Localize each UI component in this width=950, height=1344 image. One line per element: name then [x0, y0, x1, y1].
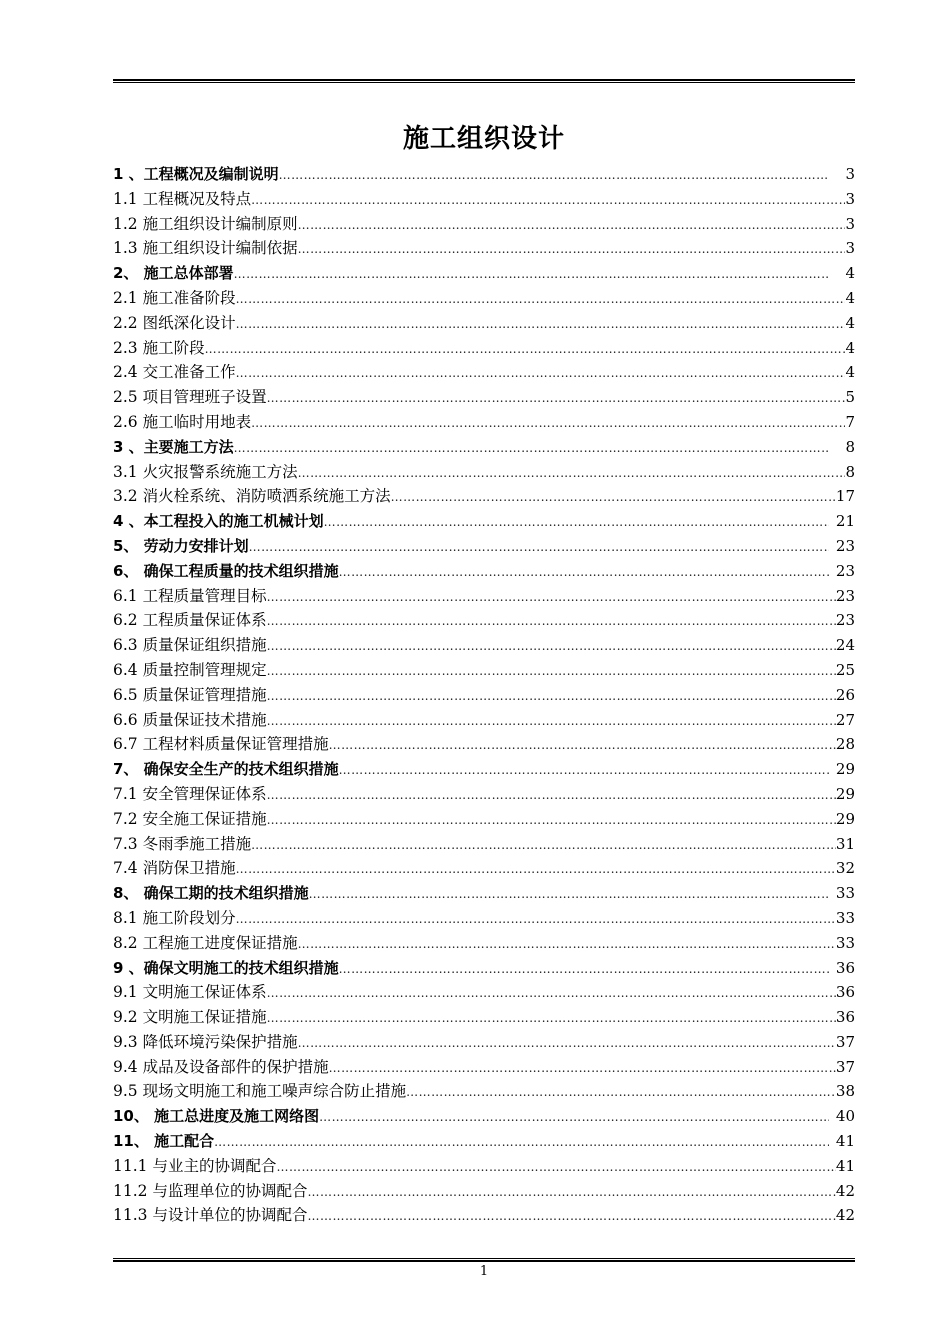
toc-entry[interactable]: [113, 856, 855, 881]
toc-dot-leader: [298, 213, 846, 238]
toc-dot-leader: [339, 560, 829, 585]
toc-entry[interactable]: [113, 1104, 855, 1129]
toc-entry-label: 6.6 质量保证技术措施: [113, 710, 267, 729]
toc-entry[interactable]: [113, 261, 855, 286]
toc-dot-leader: [267, 386, 846, 411]
toc-dot-leader: [234, 262, 829, 287]
toc-entry-label: 9.2 文明施工保证措施: [113, 1008, 267, 1027]
toc-entry-label: 11、 施工配合: [113, 1132, 215, 1151]
toc-entry-page: 33: [835, 933, 855, 952]
toc-dot-leader: [298, 461, 846, 486]
toc-entry-page: 31: [835, 834, 855, 853]
toc-entry[interactable]: [113, 1079, 855, 1104]
toc-entry-label: 2.6 施工临时用地表: [113, 412, 252, 431]
toc-dot-leader: [251, 188, 845, 213]
toc-dot-leader: [267, 684, 836, 709]
toc-entry[interactable]: [113, 460, 855, 485]
toc-entry-page: 8: [845, 462, 855, 481]
toc-entry-label: 1 、工程概况及编制说明: [113, 165, 279, 183]
toc-dot-leader: [267, 609, 836, 634]
toc-dot-leader: [251, 833, 836, 858]
header-rule: [113, 79, 855, 83]
toc-dot-leader: [329, 733, 836, 758]
toc-dot-leader: [249, 535, 829, 560]
toc-entry[interactable]: [113, 683, 855, 708]
toc-dot-leader: [329, 1056, 836, 1081]
toc-entry-label: 2.4 交工准备工作: [113, 363, 236, 382]
toc-entry[interactable]: [113, 1154, 855, 1179]
toc-entry-page: 23: [835, 586, 855, 605]
toc-entry[interactable]: [113, 1203, 855, 1228]
toc-entry[interactable]: [113, 385, 855, 410]
toc-entry[interactable]: [113, 584, 855, 609]
toc-entry[interactable]: [113, 360, 855, 385]
toc-entry-page: 23: [835, 536, 855, 555]
toc-dot-leader: [298, 1031, 836, 1056]
toc-entry-label: 10、 施工总进度及施工网络图: [113, 1107, 320, 1126]
toc-entry[interactable]: [113, 832, 855, 857]
toc-entry-label: 11.2 与监理单位的协调配合: [113, 1181, 308, 1200]
toc-entry-page: 25: [835, 660, 855, 679]
toc-entry-label: 11.1 与业主的协调配合: [113, 1156, 277, 1175]
toc-entry-label: 7.2 安全施工保证措施: [113, 809, 267, 828]
toc-entry[interactable]: [113, 410, 855, 435]
toc-entry-page: 8: [845, 437, 855, 456]
toc-entry[interactable]: [113, 782, 855, 807]
toc-dot-leader: [267, 783, 836, 808]
toc-entry-label: 9.5 现场文明施工和施工噪声综合防止措施: [113, 1082, 407, 1101]
toc-entry-label: 7、 确保安全生产的技术组织措施: [113, 760, 339, 779]
toc-entry-page: 29: [835, 760, 855, 779]
toc-entry-page: 33: [835, 884, 855, 903]
toc-entry[interactable]: [113, 906, 855, 931]
toc-dot-leader: [234, 436, 829, 461]
toc-entry[interactable]: [113, 633, 855, 658]
toc-entry-page: 4: [845, 313, 855, 332]
toc-entry-page: 37: [835, 1057, 855, 1076]
toc-entry-label: 2、 施工总体部署: [113, 264, 234, 283]
toc-dot-leader: [214, 1130, 829, 1155]
toc-dot-leader: [251, 411, 845, 436]
toc-dot-leader: [236, 287, 846, 312]
toc-dot-leader: [307, 1204, 835, 1229]
toc-dot-leader: [298, 237, 846, 262]
toc-entry[interactable]: [113, 1005, 855, 1030]
toc-dot-leader: [391, 485, 836, 510]
document-title: 施工组织设计: [402, 124, 565, 154]
toc-entry-page: 17: [835, 487, 855, 506]
toc-entry-label: 1.3 施工组织设计编制依据: [113, 239, 298, 258]
toc-entry[interactable]: [113, 757, 855, 782]
toc-entry-page: 41: [835, 1132, 855, 1151]
page-number: 1: [479, 1264, 489, 1279]
toc-entry-label: 5、 劳动力安排计划: [113, 536, 249, 555]
toc-entry[interactable]: [113, 559, 855, 584]
toc-entry[interactable]: [113, 187, 855, 212]
toc-entry[interactable]: [113, 509, 855, 534]
toc-entry-label: 7.1 安全管理保证体系: [113, 784, 267, 803]
toc-entry-label: 4 、本工程投入的施工机械计划: [113, 512, 324, 531]
toc-entry-label: 1.2 施工组织设计编制原则: [113, 214, 298, 233]
toc-entry-page: 3: [845, 189, 855, 208]
toc-entry-page: 4: [845, 363, 855, 382]
toc-entry-page: 28: [835, 735, 855, 754]
toc-entry-page: 42: [835, 1206, 855, 1225]
toc-entry-page: 32: [835, 859, 855, 878]
toc-entry-page: 36: [835, 983, 855, 1002]
toc-entry-page: 27: [835, 710, 855, 729]
toc-dot-leader: [267, 808, 836, 833]
toc-dot-leader: [236, 361, 846, 386]
toc-entry[interactable]: [113, 732, 855, 757]
toc-entry-page: 38: [835, 1082, 855, 1101]
table-of-contents: [113, 162, 855, 1228]
toc-entry-label: 2.2 图纸深化设计: [113, 313, 236, 332]
toc-dot-leader: [307, 1180, 835, 1205]
toc-dot-leader: [267, 709, 836, 734]
toc-entry-label: 6.1 工程质量管理目标: [113, 586, 267, 605]
toc-entry-label: 3.1 火灾报警系统施工方法: [113, 462, 298, 481]
toc-entry[interactable]: [113, 658, 855, 683]
toc-entry-label: 9.1 文明施工保证体系: [113, 983, 267, 1002]
toc-entry-label: 2.5 项目管理班子设置: [113, 388, 267, 407]
toc-entry[interactable]: [113, 212, 855, 237]
toc-dot-leader: [324, 510, 829, 535]
toc-dot-leader: [406, 1080, 836, 1105]
toc-entry-page: 33: [835, 908, 855, 927]
toc-entry-page: 3: [845, 214, 855, 233]
toc-entry[interactable]: [113, 1129, 855, 1154]
toc-dot-leader: [298, 932, 836, 957]
toc-entry-page: 23: [835, 561, 855, 580]
footer-rule: [113, 1258, 855, 1262]
toc-dot-leader: [267, 981, 836, 1006]
toc-entry[interactable]: [113, 708, 855, 733]
toc-dot-leader: [279, 163, 829, 188]
toc-entry-label: 6.5 质量保证管理措施: [113, 685, 267, 704]
toc-entry-page: 26: [835, 685, 855, 704]
toc-entry-label: 6.4 质量控制管理规定: [113, 660, 267, 679]
toc-entry-label: 3 、主要施工方法: [113, 437, 234, 456]
toc-entry-label: 6.7 工程材料质量保证管理措施: [113, 735, 329, 754]
toc-dot-leader: [236, 312, 846, 337]
toc-entry[interactable]: [113, 162, 855, 187]
toc-dot-leader: [267, 634, 836, 659]
toc-entry-page: 7: [845, 412, 855, 431]
toc-entry-label: 7.4 消防保卫措施: [113, 859, 236, 878]
toc-entry-page: 29: [835, 784, 855, 803]
toc-dot-leader: [267, 659, 836, 684]
toc-entry-page: 4: [845, 338, 855, 357]
toc-entry[interactable]: [113, 1055, 855, 1080]
toc-dot-leader: [267, 585, 836, 610]
toc-entry-page: 29: [835, 809, 855, 828]
toc-entry-label: 8、 确保工期的技术组织措施: [113, 884, 309, 903]
toc-entry-page: 23: [835, 611, 855, 630]
toc-entry[interactable]: [113, 881, 855, 906]
toc-entry-label: 8.1 施工阶段划分: [113, 908, 236, 927]
toc-dot-leader: [236, 857, 836, 882]
toc-entry-page: 21: [835, 512, 855, 531]
toc-entry-label: 9.4 成品及设备部件的保护措施: [113, 1057, 329, 1076]
toc-entry-page: 4: [845, 264, 855, 283]
toc-entry-page: 37: [835, 1032, 855, 1051]
toc-entry-page: 42: [835, 1181, 855, 1200]
toc-dot-leader: [236, 907, 836, 932]
toc-entry-label: 3.2 消火栓系统、消防喷洒系统施工方法: [113, 487, 391, 506]
toc-entry[interactable]: [113, 931, 855, 956]
toc-dot-leader: [319, 1105, 829, 1130]
toc-entry-label: 6、 确保工程质量的技术组织措施: [113, 561, 339, 580]
toc-dot-leader: [205, 337, 846, 362]
toc-entry-label: 6.3 质量保证组织措施: [113, 636, 267, 655]
toc-entry-page: 40: [835, 1107, 855, 1126]
toc-entry-label: 9 、确保文明施工的技术组织措施: [113, 958, 339, 977]
toc-entry-label: 6.2 工程质量保证体系: [113, 611, 267, 630]
toc-entry[interactable]: [113, 336, 855, 361]
toc-entry-page: 3: [845, 165, 855, 183]
toc-entry-label: 9.3 降低环境污染保护措施: [113, 1032, 298, 1051]
toc-dot-leader: [339, 957, 829, 982]
toc-entry[interactable]: [113, 484, 855, 509]
toc-entry[interactable]: [113, 1179, 855, 1204]
toc-dot-leader: [267, 1006, 836, 1031]
toc-entry-page: 3: [845, 239, 855, 258]
toc-dot-leader: [276, 1155, 835, 1180]
toc-entry-page: 36: [835, 958, 855, 977]
toc-entry-label: 7.3 冬雨季施工措施: [113, 834, 252, 853]
toc-entry-label: 2.1 施工准备阶段: [113, 288, 236, 307]
toc-entry-page: 5: [845, 388, 855, 407]
toc-entry[interactable]: [113, 1030, 855, 1055]
toc-entry[interactable]: [113, 236, 855, 261]
toc-entry-page: 24: [835, 636, 855, 655]
toc-entry-label: 2.3 施工阶段: [113, 338, 205, 357]
toc-entry[interactable]: [113, 286, 855, 311]
toc-entry[interactable]: [113, 980, 855, 1005]
toc-entry[interactable]: [113, 435, 855, 460]
toc-dot-leader: [339, 758, 829, 783]
toc-entry[interactable]: [113, 956, 855, 981]
toc-entry[interactable]: [113, 311, 855, 336]
toc-entry[interactable]: [113, 807, 855, 832]
toc-dot-leader: [309, 882, 829, 907]
toc-entry-page: 41: [835, 1156, 855, 1175]
toc-entry[interactable]: [113, 534, 855, 559]
toc-entry[interactable]: [113, 608, 855, 633]
toc-entry-page: 4: [845, 288, 855, 307]
toc-entry-label: 11.3 与设计单位的协调配合: [113, 1206, 308, 1225]
toc-entry-page: 36: [835, 1008, 855, 1027]
toc-entry-label: 8.2 工程施工进度保证措施: [113, 933, 298, 952]
toc-entry-label: 1.1 工程概况及特点: [113, 189, 252, 208]
